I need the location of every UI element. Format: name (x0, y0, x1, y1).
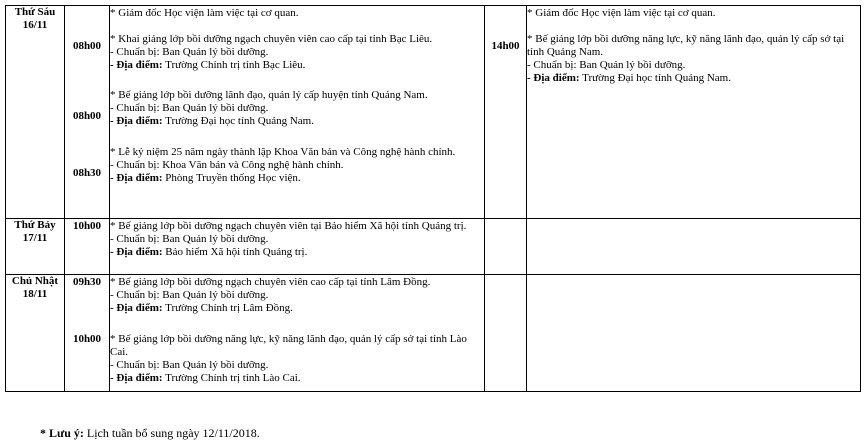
event-place (110, 372, 484, 385)
time-label: 08h30 (72, 167, 102, 179)
day-cell (6, 6, 65, 219)
event-prep: - Chuẩn bị: Ban Quản lý bồi dưỡng. (110, 46, 269, 58)
event-item (110, 220, 484, 259)
place-label: - Địa điểm: (110, 372, 163, 384)
time-label: 14h00 (491, 40, 520, 52)
event-title: * Khai giảng lớp bồi dưỡng ngạch chuyên viên cao cấp tại tỉnh Bạc Liêu. (110, 33, 433, 45)
schedule-row-friday (6, 6, 861, 219)
time-label: 10h00 (72, 333, 102, 345)
afternoon-time-cell (485, 219, 527, 275)
event-title: * Bế giảng lớp bồi dưỡng năng lực, kỹ năng lãnh đạo, quản lý cấp sở tại tỉnh Quảng Nam. (527, 33, 845, 58)
event-prep: - Chuẩn bị: Khoa Văn bản và Công nghệ hành chính. (110, 159, 344, 171)
morning-time-cell (65, 6, 110, 219)
day-date: 16/11 (22, 19, 48, 31)
event-place (110, 115, 484, 128)
event-title: * Bế giảng lớp bồi dưỡng lãnh đạo, quản lý cấp huyện tỉnh Quảng Nam. (110, 89, 428, 101)
place-value: Trường Chính trị Lâm Đồng. (165, 302, 293, 314)
day-date: 17/11 (22, 232, 48, 244)
place-label: - Địa điểm: (110, 115, 163, 127)
afternoon-time-cell (485, 6, 527, 219)
event-item (110, 89, 484, 128)
event-intro: * Giám đốc Học viện làm việc tại cơ quan. (527, 7, 716, 19)
time-label: 08h00 (72, 110, 102, 122)
event-title: * Lễ kỷ niệm 25 năm ngày thành lập Khoa Văn bản và Công nghệ hành chính. (110, 146, 456, 158)
place-label: - Địa điểm: (110, 59, 163, 71)
morning-events-cell (110, 275, 485, 392)
note-label: * Lưu ý: (40, 426, 84, 440)
time-label: 09h30 (72, 276, 102, 288)
event-item (110, 146, 484, 185)
place-label: - Địa điểm: (110, 172, 163, 184)
afternoon-events-cell (527, 219, 861, 275)
event-item (110, 33, 484, 72)
event-item (110, 276, 484, 315)
event-title: * Bế giảng lớp bồi dưỡng ngạch chuyên viên cao cấp tại tỉnh Lâm Đồng. (110, 276, 431, 288)
morning-events-cell (110, 219, 485, 275)
event-intro: * Giám đốc Học viện làm việc tại cơ quan. (110, 7, 299, 19)
event-place (110, 59, 484, 72)
place-value: Trường Chính trị tỉnh Lào Cai. (165, 372, 301, 384)
event-title: * Bế giảng lớp bồi dưỡng năng lực, kỹ năng lãnh đạo, quản lý cấp sở tại tỉnh Lào Cai. (110, 333, 467, 358)
afternoon-events-cell (527, 6, 861, 219)
event-place (110, 302, 484, 315)
event-place (527, 72, 860, 85)
note-text: Lịch tuần bổ sung ngày 12/11/2018. (86, 426, 260, 440)
schedule-row-saturday (6, 219, 861, 275)
place-value: Bảo hiểm Xã hội tỉnh Quảng trị. (165, 246, 308, 258)
event-title: * Bế giảng lớp bồi dưỡng ngạch chuyên viên tại Bảo hiểm Xã hội tỉnh Quảng trị. (110, 220, 467, 232)
place-value: Phòng Truyền thống Học viện. (165, 172, 301, 184)
morning-time-cell (65, 219, 110, 275)
place-value: Trường Chính trị tỉnh Bạc Liêu. (165, 59, 306, 71)
schedule-row-sunday (6, 275, 861, 392)
weekly-schedule-table (5, 5, 861, 392)
morning-time-cell (65, 275, 110, 392)
event-item (527, 33, 860, 85)
event-prep: - Chuẩn bị: Ban Quản lý bồi dưỡng. (527, 59, 686, 71)
afternoon-events-cell (527, 275, 861, 392)
event-prep: - Chuẩn bị: Ban Quản lý bồi dưỡng. (110, 359, 269, 371)
morning-events-cell (110, 6, 485, 219)
place-value: Trường Đại học tỉnh Quảng Nam. (582, 72, 731, 84)
day-name: Thứ Bảy (14, 219, 56, 231)
day-cell (6, 219, 65, 275)
place-label: - Địa điểm: (527, 72, 580, 84)
event-place (110, 172, 484, 185)
place-label: - Địa điểm: (110, 302, 163, 314)
place-label: - Địa điểm: (110, 246, 163, 258)
time-label: 10h00 (72, 220, 102, 232)
day-cell (6, 275, 65, 392)
event-prep: - Chuẩn bị: Ban Quản lý bồi dưỡng. (110, 102, 269, 114)
place-value: Trường Đại học tỉnh Quảng Nam. (165, 115, 314, 127)
schedule-note (40, 427, 260, 440)
event-item (110, 333, 484, 385)
event-prep: - Chuẩn bị: Ban Quản lý bồi dưỡng. (110, 233, 269, 245)
day-date: 18/11 (22, 288, 48, 300)
afternoon-time-cell (485, 275, 527, 392)
event-prep: - Chuẩn bị: Ban Quản lý bồi dưỡng. (110, 289, 269, 301)
time-label: 08h00 (72, 40, 102, 52)
event-place (110, 246, 484, 259)
day-name: Thứ Sáu (14, 6, 56, 18)
day-name: Chủ Nhật (11, 275, 59, 287)
